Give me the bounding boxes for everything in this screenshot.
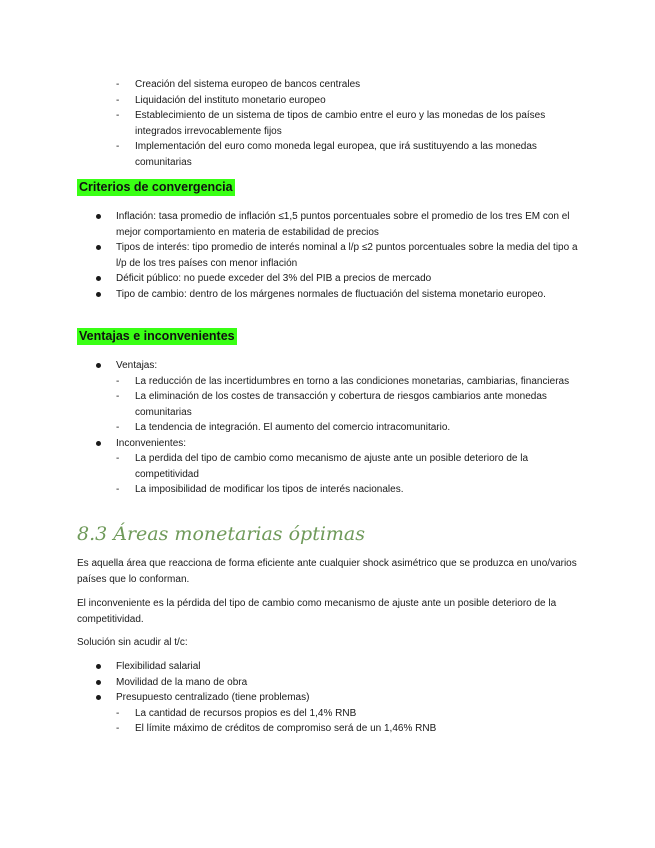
list-item: Presupuesto centralizado (tiene problemas) - La cantidad de recursos propios es del 1,4% RNB - El límite máximo de créditos de compromiso será de un 1,46% RNB [116,690,578,737]
bullet-icon [96,695,101,700]
bullet-icon [96,292,101,297]
list-item: Tipo de cambio: dentro de los márgenes normales de fluctuación del sistema monetario europeo. [116,287,578,303]
bullet-icon [96,680,101,685]
list-item: Ventajas: - La reducción de las incertidumbres en torno a las condiciones monetarias, cambiarias, financieras - La eliminación de los costes de transacción y cobertura de riesgos cambiarios ante monedas comunitarias - La tendencia de integración. El aumento del comercio intracomunitario. [116,358,578,436]
intro-list [116,77,580,170]
paragraph: Solución sin acudir al t/c: [77,637,188,648]
list-item: - La tendencia de integración. El aumento del comercio intracomunitario. [116,422,451,433]
list-item: Inflación: tasa promedio de inflación ≤1,5 puntos porcentuales sobre el promedio de los tres EM con el mejor comportamiento en materia de estabilidad de precios [116,209,578,240]
bullet-icon [96,441,101,446]
list-item: - La perdida del tipo de cambio como mecanismo de ajuste ante un posible deterioro de la competitividad [116,453,529,480]
list-item: - La eliminación de los costes de transacción y cobertura de riesgos cambiarios ante monedas comunitarias [116,391,547,418]
list-item: - La reducción de las incertidumbres en torno a las condiciones monetarias, cambiarias, financieras [116,375,570,387]
bullet-icon [96,276,101,281]
solution-list [116,659,578,737]
paragraph: Es aquella área que reacciona de forma eficiente ante cualquier shock asimétrico que se produzca en uno/varios países que lo conforman. [77,558,577,585]
bullet-icon [96,664,101,669]
list-item: Tipos de interés: tipo promedio de interés nominal a l/p ≤2 puntos porcentuales sobre la media del tipo a l/p de los tres países con menor inflación [116,240,578,271]
list-item: - El límite máximo de créditos de compromiso será de un 1,46% RNB [116,723,437,734]
bullet-icon [96,214,101,219]
list-item: - Creación del sistema europeo de bancos centrales [116,79,361,90]
convergence-list [116,209,578,302]
section-heading-ventajas: Ventajas e inconvenientes [79,329,235,343]
list-item: Movilidad de la mano de obra [116,675,578,691]
list-item: Déficit público: no puede exceder del 3% del PIB a precios de mercado [116,271,578,287]
section-title-areas: 8.3 Áreas monetarias óptimas [77,523,366,545]
list-item: Flexibilidad salarial [116,659,578,675]
list-item: - La imposibilidad de modificar los tipos de interés nacionales. [116,484,404,495]
list-item: - Establecimiento de un sistema de tipos de cambio entre el euro y las monedas de los países integrados irrevocablemente fijos [116,110,546,137]
list-item: - La cantidad de recursos propios es del 1,4% RNB [116,707,357,719]
section-heading-convergencia: Criterios de convergencia [79,180,233,194]
list-item: - Liquidación del instituto monetario europeo [116,94,326,106]
bullet-icon [96,363,101,368]
list-item: - Implementación del euro como moneda legal europea, que irá sustituyendo a las monedas comunitarias [116,141,537,168]
paragraph: El inconveniente es la pérdida del tipo de cambio como mecanismo de ajuste ante un posible deterioro de la competitividad. [77,598,557,625]
ventajas-list [116,358,578,498]
bullet-icon [96,245,101,250]
list-item: Inconvenientes: - La perdida del tipo de cambio como mecanismo de ajuste ante un posible deterioro de la competitividad - La imposibilidad de modificar los tipos de interés nacionales. [116,436,578,498]
